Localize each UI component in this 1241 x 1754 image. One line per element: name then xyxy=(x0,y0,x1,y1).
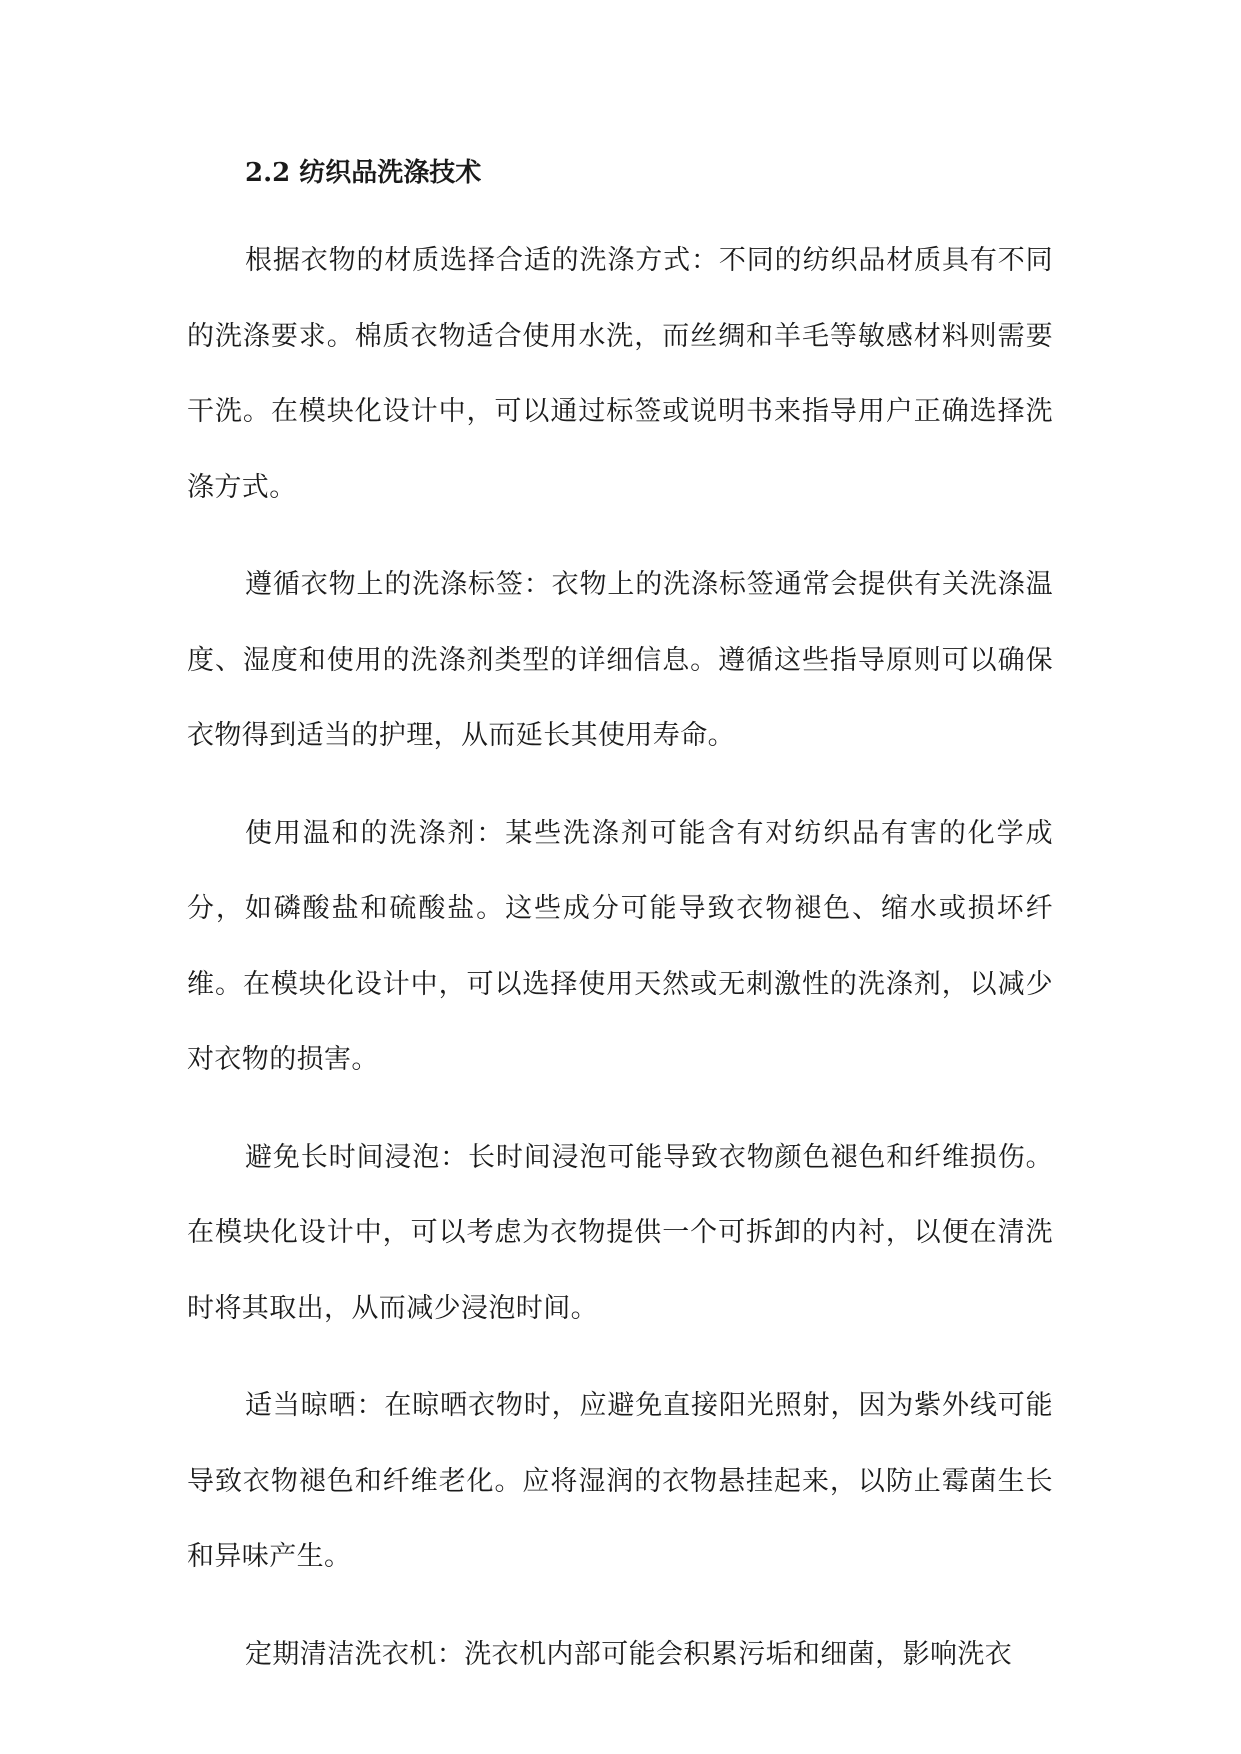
paragraph-mild-detergent: 使用温和的洗涤剂：某些洗涤剂可能含有对纺织品有害的化学成分，如磷酸盐和硫酸盐。这些成分可能导致衣物褪色、缩水或损坏纤维。在模块化设计中，可以选择使用天然或无刺激性的洗涤剂，以减少对衣物的损害。 xyxy=(187,817,1053,1075)
paragraph-material-selection: 根据衣物的材质选择合适的洗涤方式：不同的纺织品材质具有不同的洗涤要求。棉质衣物适合使用水洗，而丝绸和羊毛等敏感材料则需要干洗。在模块化设计中，可以通过标签或说明书来指导用户正确选择洗涤方式。 xyxy=(187,245,1053,503)
document-body xyxy=(187,143,1053,1692)
section-heading: 2.2 纺织品洗涤技术 xyxy=(245,158,482,188)
paragraph-avoid-soaking: 避免长时间浸泡：长时间浸泡可能导致衣物颜色褪色和纤维损伤。在模块化设计中，可以考虑为衣物提供一个可拆卸的内衬，以便在清洗时将其取出，从而减少浸泡时间。 xyxy=(187,1141,1053,1324)
paragraph-care-label: 遵循衣物上的洗涤标签：衣物上的洗涤标签通常会提供有关洗涤温度、湿度和使用的洗涤剂类型的详细信息。遵循这些指导原则可以确保衣物得到适当的护理，从而延长其使用寿命。 xyxy=(187,569,1053,751)
paragraph-proper-drying: 适当晾晒：在晾晒衣物时，应避免直接阳光照射，因为紫外线可能导致衣物褪色和纤维老化。应将湿润的衣物悬挂起来，以防止霉菌生长和异味产生。 xyxy=(187,1390,1053,1572)
paragraph-clean-washer: 定期清洁洗衣机：洗衣机内部可能会积累污垢和细菌，影响洗衣 xyxy=(245,1638,1013,1670)
